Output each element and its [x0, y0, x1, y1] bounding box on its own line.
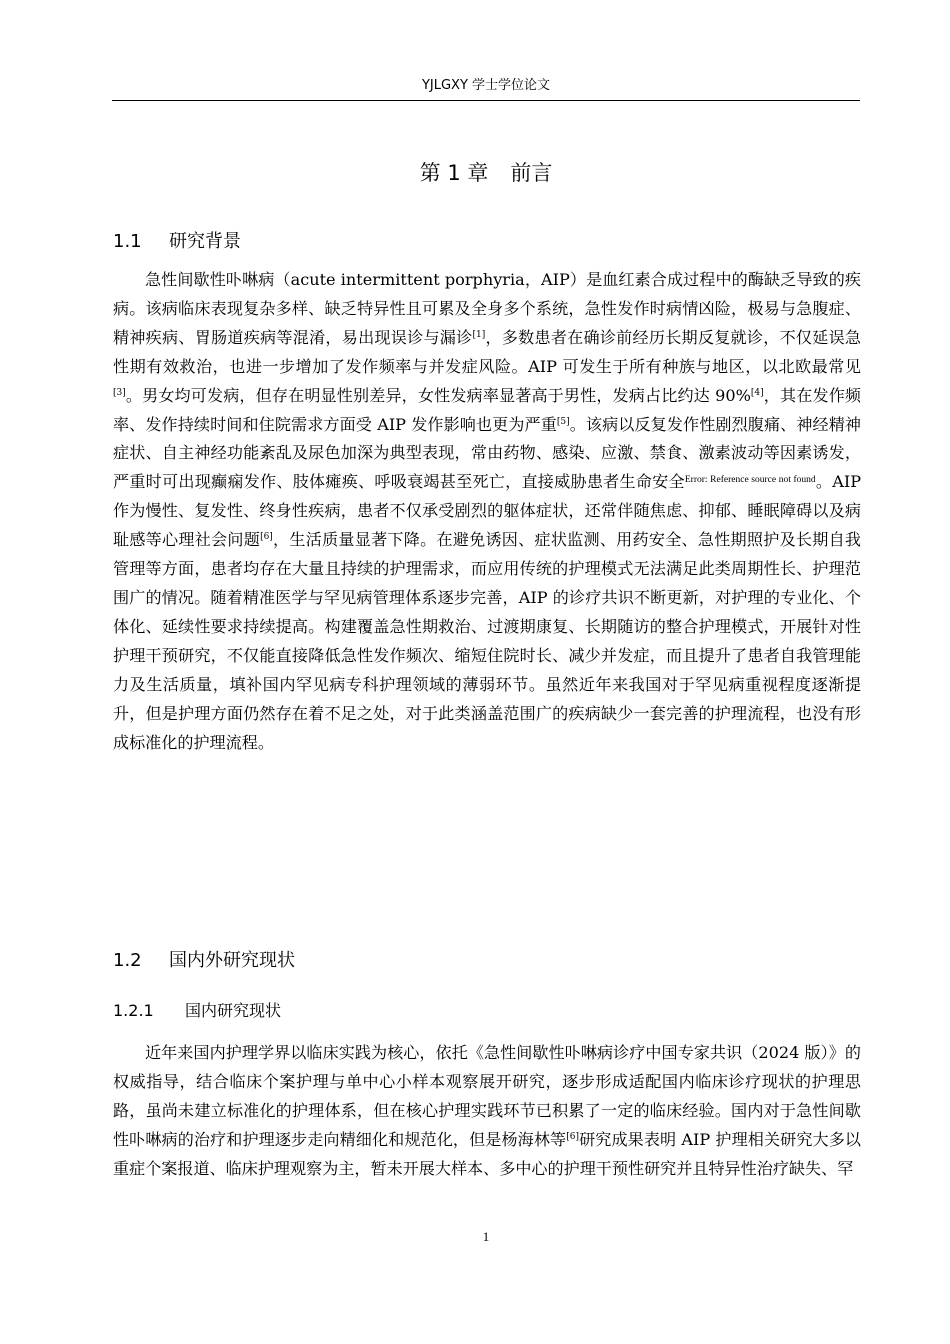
chapter-name: 前言	[510, 161, 553, 185]
section-heading-1-1	[113, 229, 241, 255]
section-heading-1-2	[113, 948, 295, 974]
paragraph-domestic-research: 近年来国内护理学界以临床实践为核心，依托《急性间歇性卟啉病诊疗中国专家共识（2024 版）》的权威指导，结合临床个案护理与单中心小样本观察展开研究，逐步形成适配国内临床诊疗现状的护理思路，虽尚未建立标准化的护理体系，但在核心护理实践环节已积累了一定的临床经验。国内对于急性间歇性卟啉病的治疗和护理逐步走向精细化和规范化，但是杨海林等[6]研究成果表明 AIP 护理相关研究大多以重症个案报道、临床护理观察为主，暂未开展大样本、多中心的护理干预性研究并且特异性治疗缺失、罕	[113, 1043, 862, 1178]
citation[interactable]: [6]	[566, 1131, 579, 1142]
citation[interactable]: [4]	[750, 387, 764, 398]
section-heading-1-2-1	[113, 999, 281, 1023]
section-title: 国内研究现状	[185, 1001, 282, 1020]
chapter-number: 第 1 章	[419, 161, 489, 185]
paragraph-research-background: 急性间歇性卟啉病（acute intermittent porphyria，AIP）是血红素合成过程中的酶缺乏导致的疾病。该病临床表现复杂多样、缺乏特异性且可累及全身多个系统，急性发作时病情凶险，极易与急腹症、精神疾病、胃肠道疾病等混淆，易出现误诊与漏诊[1]，多数患者在确诊前经历长期反复就诊，不仅延误急性期有效救治，也进一步增加了发作频率与并发症风险。AIP 可发生于所有种族与地区，以北欧最常见[3]。男女均可发病，但存在明显性别差异，女性发病率显著高于男性，发病占比约达 90%[4]，其在发作频率、发作持续时间和住院需求方面受 AIP 发作影响也更为严重[5]。该病以反复发作性剧烈腹痛、神经精神症状、自主神经功能紊乱及尿色加深为典型表现，常由药物、感染、应激、禁食、激素波动等因素诱发，严重时可出现癫痫发作、肢体瘫痪、呼吸衰竭甚至死亡，直接威胁患者生命安全$^{Error: Reference source not found}$。AIP 作为慢性、复发性、终身性疾病，患者不仅承受剧烈的躯体症状，还常伴随焦虑、抑郁、睡眠障碍以及病耻感等心理社会问题[6]，生活质量显著下降。在避免诱因、症状监测、用药安全、急性期照护及长期自我管理等方面，患者均存在大量且持续的护理需求，而应用传统的护理模式无法满足此类周期性长、护理范围广的情况。随着精准医学与罕见病管理体系逐步完善，AIP 的诊疗共识不断更新，对护理的专业化、个体化、延续性要求持续提高。构建覆盖急性期救治、过渡期康复、长期随访的整合护理模式，开展针对性护理干预研究，不仅能直接降低急性发作频次、缩短住院时长、减少并发症，而且提升了患者自我管理能力及生活质量，填补国内罕见病专科护理领域的薄弱环节。虽然近年来我国对于罕见病重视程度逐渐提升，但是护理方面仍然存在着不足之处，对于此类涵盖范围广的疾病缺少一套完善的护理流程，也没有形成标准化的护理流程。	[113, 270, 862, 752]
header-rule	[112, 100, 860, 101]
running-header: YJLGXY 学士学位论文	[421, 78, 551, 93]
section-number: 1.2.1	[113, 1001, 154, 1020]
citation[interactable]: [5]	[556, 416, 570, 427]
section-title: 国内外研究现状	[169, 950, 295, 971]
reference-error: Error: Reference source not found	[684, 475, 816, 486]
section-number: 1.1	[113, 231, 142, 252]
page-number: 1	[482, 1229, 490, 1244]
citation[interactable]: [6]	[260, 532, 273, 543]
chapter-title	[112, 158, 860, 188]
citation[interactable]: [3]	[113, 387, 126, 398]
citation[interactable]: [1]	[472, 329, 486, 340]
section-title: 研究背景	[169, 231, 241, 252]
section-number: 1.2	[113, 950, 142, 971]
